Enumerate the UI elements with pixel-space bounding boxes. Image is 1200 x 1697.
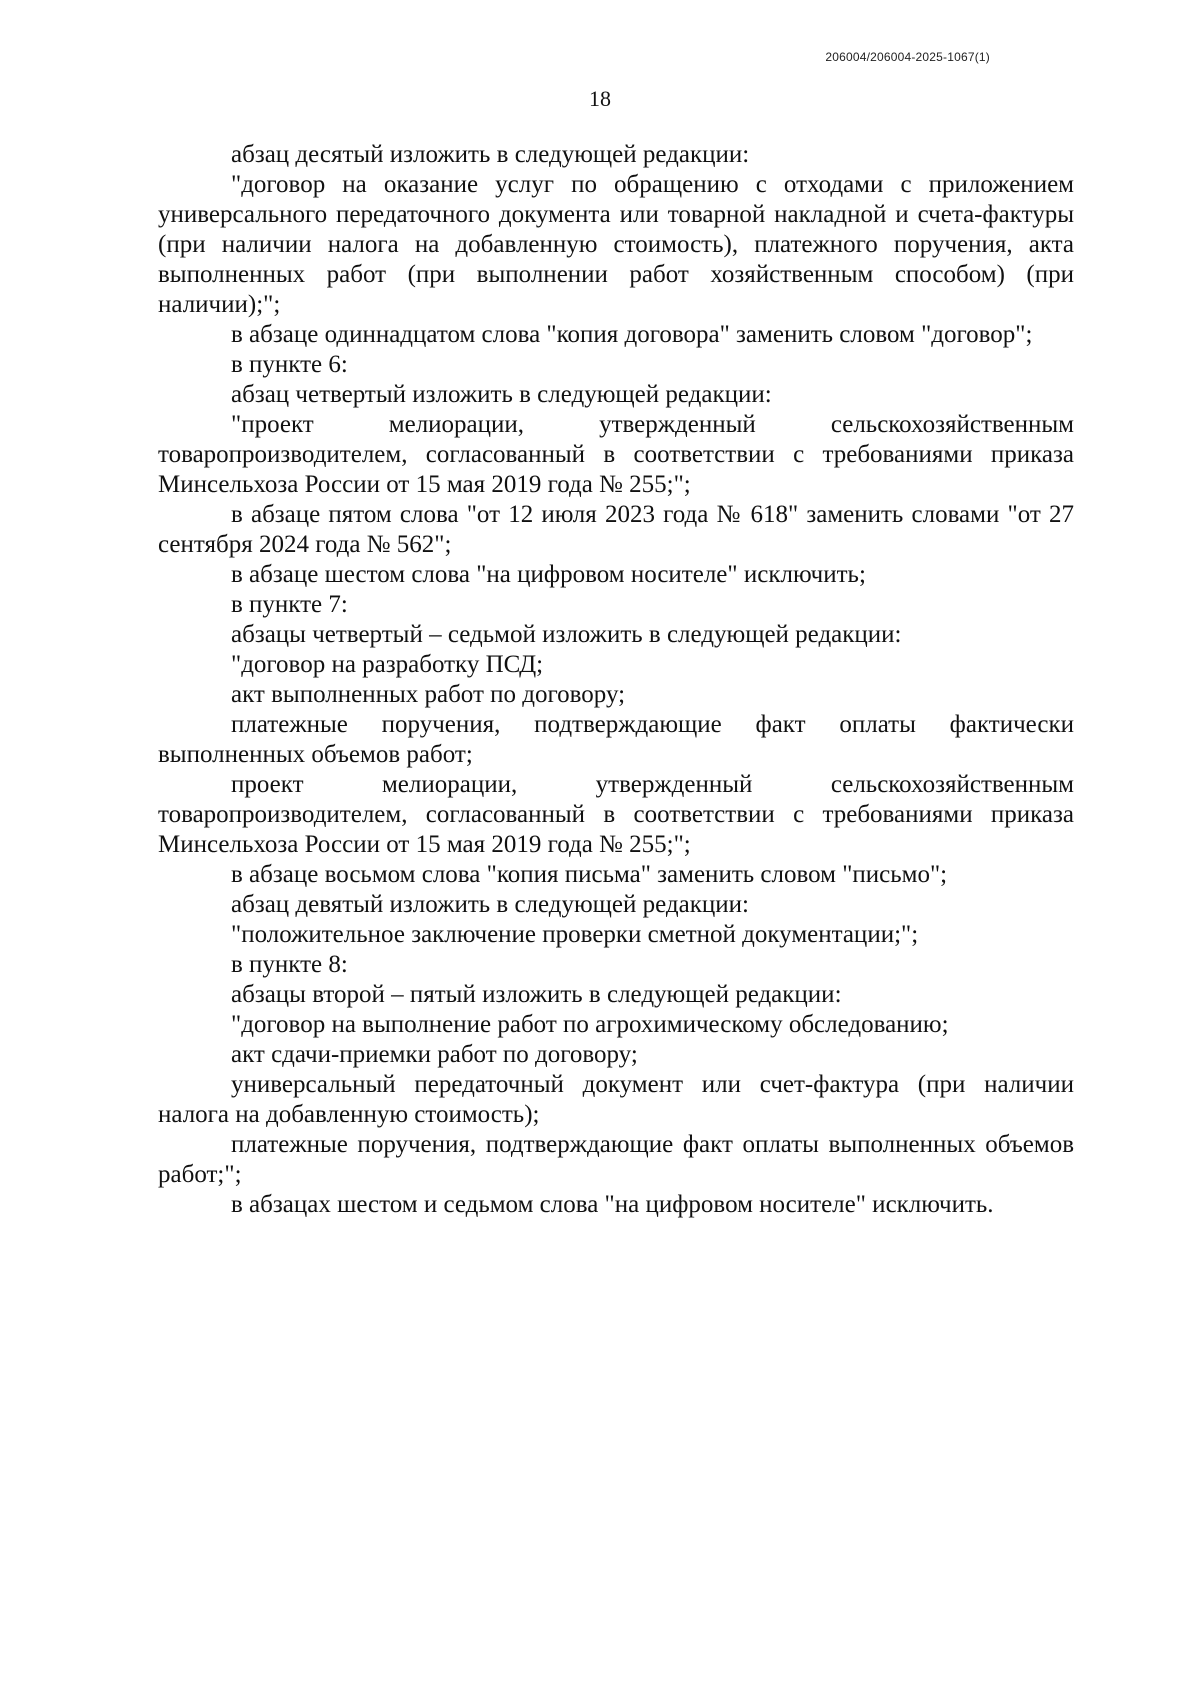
paragraph: "договор на разработку ПСД; <box>231 651 544 678</box>
paragraph: платежные поручения, подтверждающие факт оплаты фактически выполненных объемов работ; <box>158 711 1074 768</box>
paragraph: абзац четвертый изложить в следующей редакции: <box>231 381 772 408</box>
document-body <box>158 140 1074 1220</box>
paragraph: акт выполненных работ по договору; <box>231 681 626 708</box>
paragraph: в пункте 6: <box>231 351 348 378</box>
page-number: 18 <box>589 86 611 111</box>
paragraph: в абзаце пятом слова "от 12 июля 2023 года № 618" заменить словами "от 27 сентября 2024 года № 562"; <box>158 501 1074 558</box>
document-id: 206004/206004-2025-1067(1) <box>825 50 990 64</box>
paragraph: абзац девятый изложить в следующей редакции: <box>231 891 749 918</box>
paragraph: платежные поручения, подтверждающие факт оплаты выполненных объемов работ;"; <box>158 1131 1074 1188</box>
paragraph: в пункте 8: <box>231 951 348 978</box>
paragraph: "проект мелиорации, утвержденный сельскохозяйственным товаропроизводителем, согласованный в соответствии с требованиями приказа Минсельхоза России от 15 мая 2019 года № 255;"; <box>158 411 1074 498</box>
paragraph: проект мелиорации, утвержденный сельскохозяйственным товаропроизводителем, согласованный в соответствии с требованиями приказа Минсельхоза России от 15 мая 2019 года № 255;"; <box>158 771 1074 858</box>
paragraph: акт сдачи-приемки работ по договору; <box>231 1041 638 1068</box>
paragraph: в абзацах шестом и седьмом слова "на цифровом носителе" исключить. <box>231 1191 994 1218</box>
paragraph: "договор на оказание услуг по обращению с отходами с приложением универсального передаточного документа или товарной накладной и счета-фактуры (при наличии налога на добавленную стоимость), платежного поручения, акта выполненных работ (при выполнении работ хозяйственным способом) (при наличии);"; <box>158 171 1074 318</box>
paragraph: в абзаце одиннадцатом слова "копия договора" заменить словом "договор"; <box>231 321 1033 348</box>
paragraph: в пункте 7: <box>231 591 348 618</box>
paragraph: "положительное заключение проверки сметной документации;"; <box>231 921 919 948</box>
paragraph: в абзаце шестом слова "на цифровом носителе" исключить; <box>231 561 866 588</box>
paragraph: абзацы четвертый – седьмой изложить в следующей редакции: <box>231 621 902 648</box>
paragraph: абзацы второй – пятый изложить в следующей редакции: <box>231 981 842 1008</box>
paragraph: абзац десятый изложить в следующей редакции: <box>231 141 750 168</box>
paragraph: универсальный передаточный документ или счет-фактура (при наличии налога на добавленную стоимость); <box>158 1071 1074 1128</box>
paragraph: в абзаце восьмом слова "копия письма" заменить словом "письмо"; <box>231 861 948 888</box>
paragraph: "договор на выполнение работ по агрохимическому обследованию; <box>231 1011 949 1038</box>
